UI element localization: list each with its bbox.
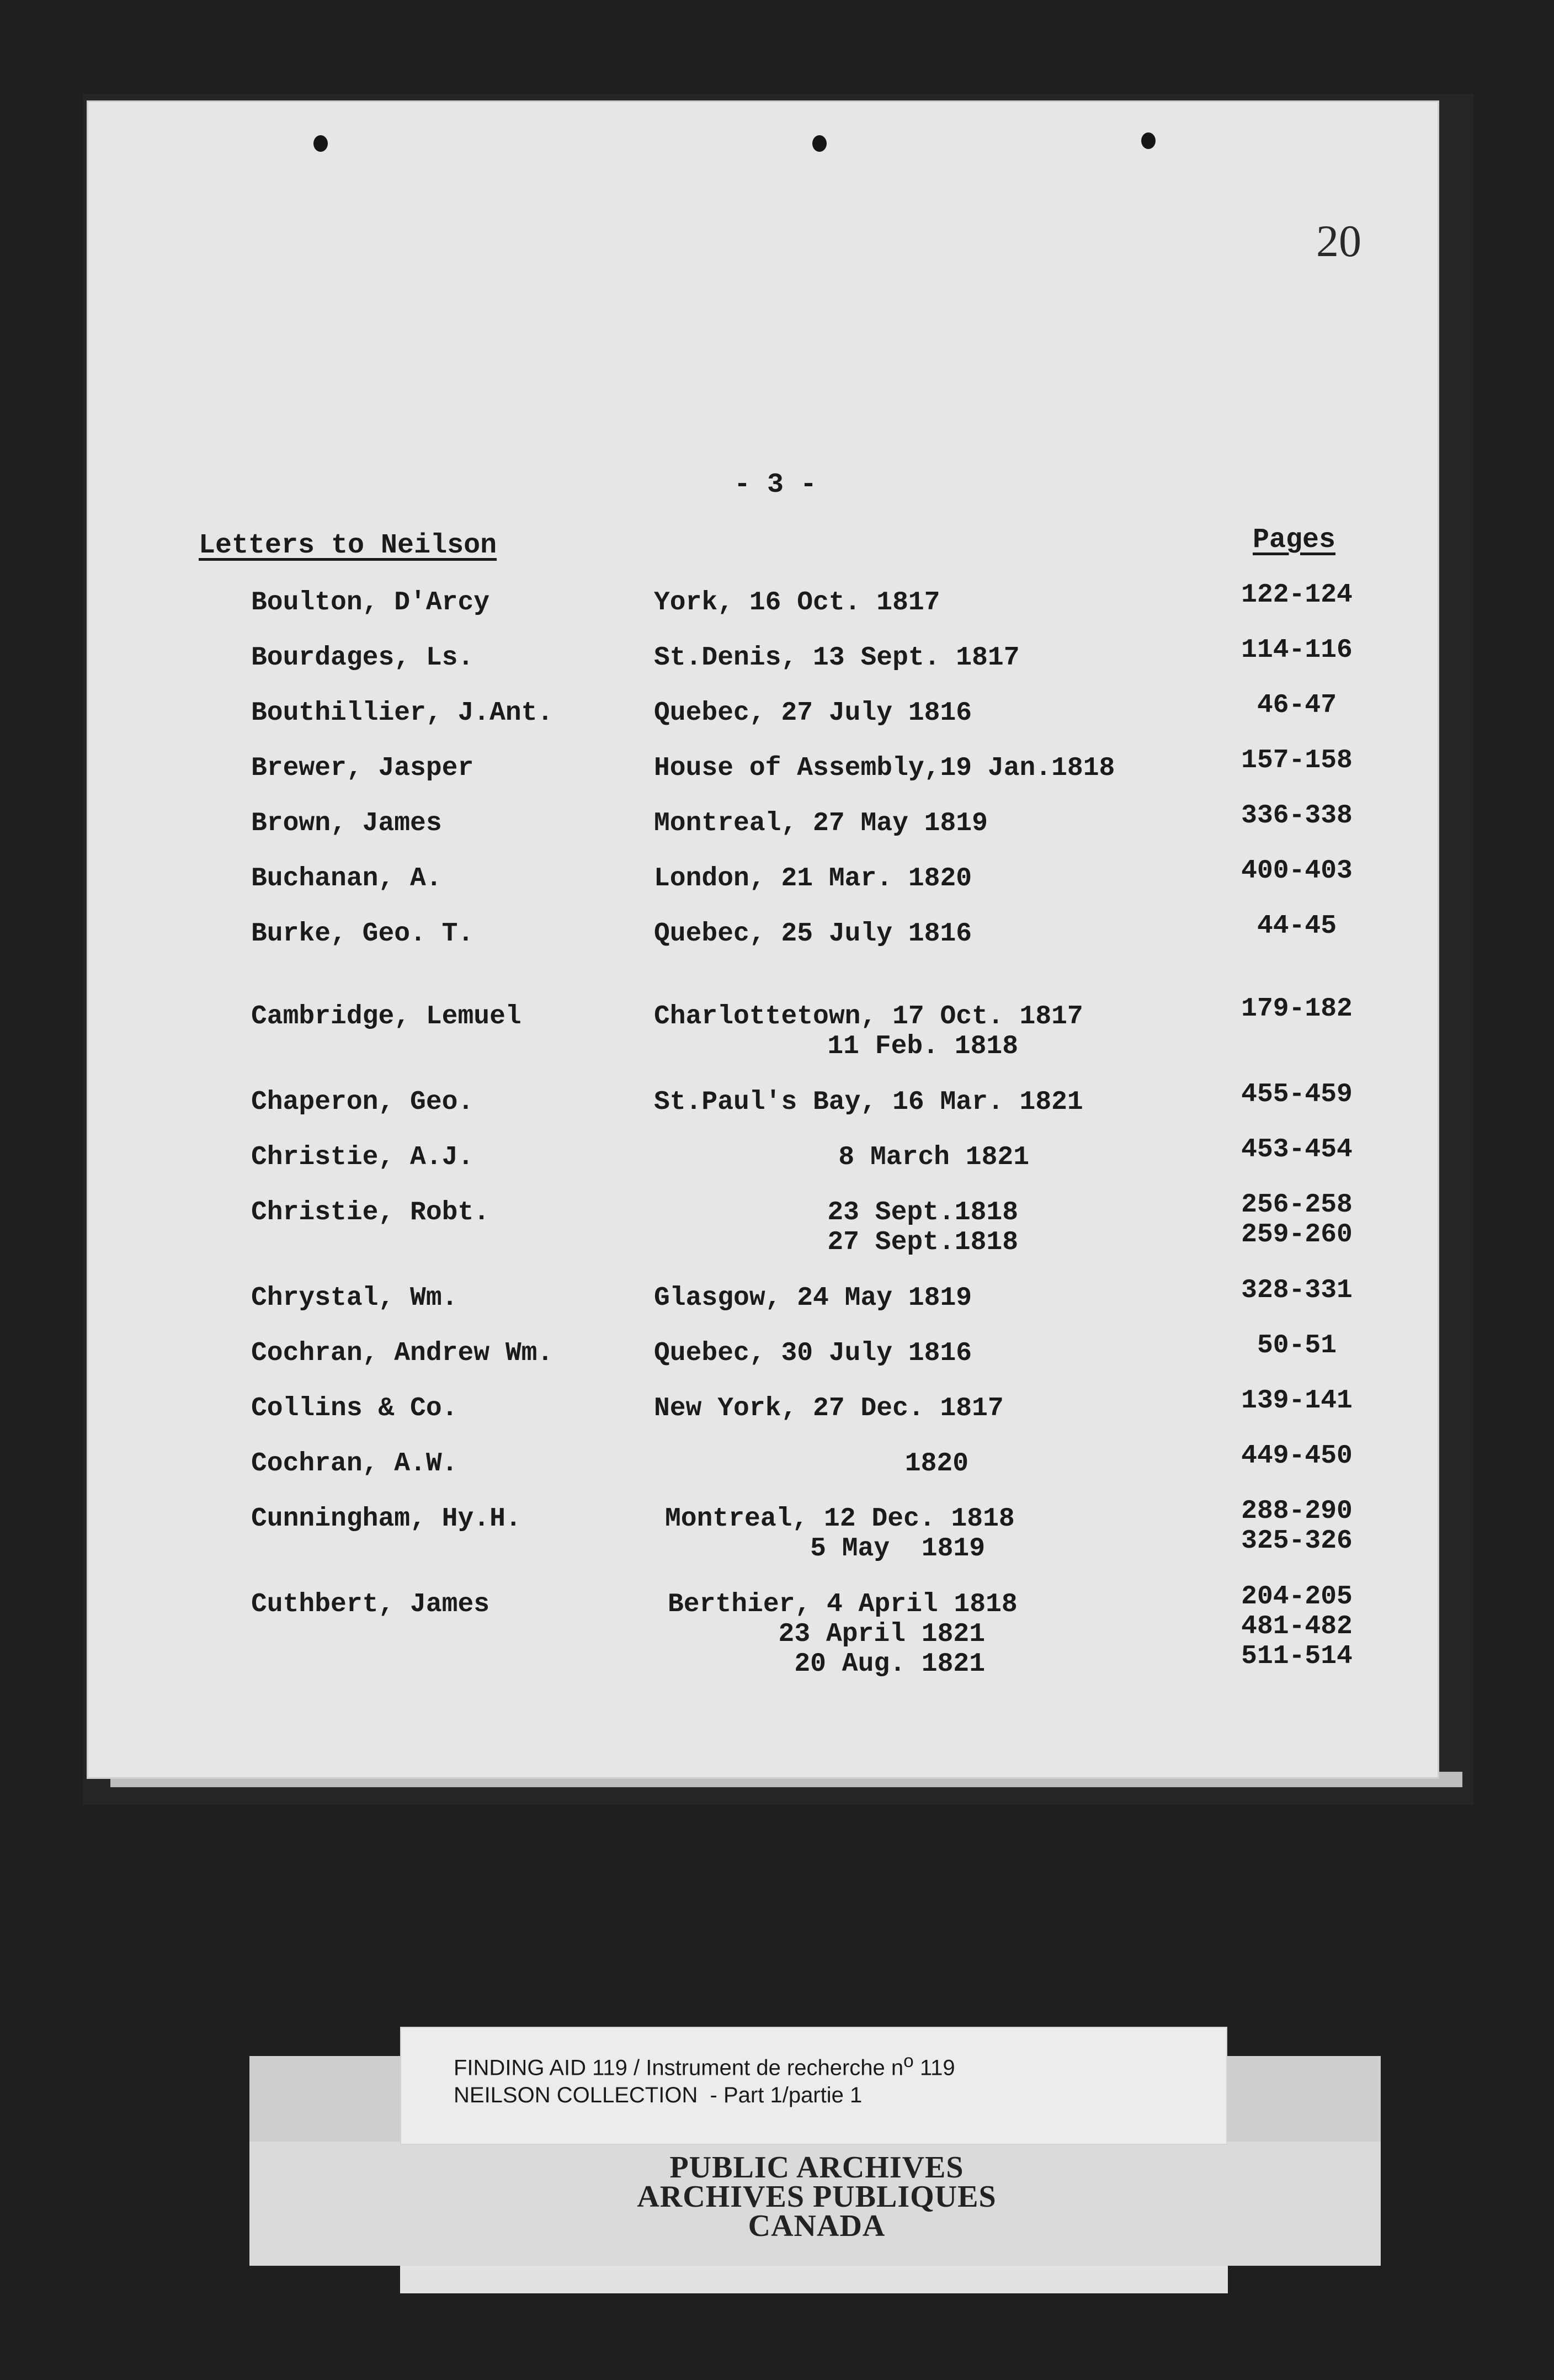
letter-date: Charlottetown, 17 Oct. 1817: [654, 1002, 1083, 1032]
letter-dates: [654, 1338, 1151, 1368]
page-range: [1214, 1080, 1380, 1109]
document-page: [88, 102, 1438, 1777]
page-range: [1214, 1582, 1380, 1671]
letter-date: New York, 27 Dec. 1817: [654, 1394, 1004, 1423]
letter-dates: [654, 1087, 1151, 1117]
stamp-canada: CANADA: [748, 2209, 886, 2243]
letter-date: York, 16 Oct. 1817: [654, 588, 940, 618]
letter-date: 8 March 1821: [838, 1143, 1029, 1172]
finding-aid-line: [454, 2051, 955, 2080]
letter-date: 1820: [904, 1449, 968, 1479]
finding-aid-number: 119: [913, 2055, 955, 2080]
page-range: [1214, 746, 1380, 775]
punch-hole-right: [1141, 132, 1156, 149]
page-range: [1214, 1331, 1380, 1361]
letter-date: Glasgow, 24 May 1819: [654, 1283, 972, 1313]
letter-dates: [654, 588, 1151, 618]
punch-hole-left: [313, 135, 328, 152]
page-range: [1214, 1190, 1380, 1250]
letter-dates: [654, 809, 1151, 838]
page-range: [1214, 1441, 1380, 1471]
page-range-value: 46-47: [1257, 690, 1337, 720]
page-range: [1214, 1386, 1380, 1416]
page-range-value: 481-482: [1241, 1612, 1353, 1641]
letter-date: Quebec, 25 July 1816: [654, 919, 972, 949]
letter-date: 11 Feb. 1818: [827, 1032, 1018, 1061]
letter-dates: [654, 1394, 1151, 1423]
stamp-public-archives: PUBLIC ARCHIVES: [669, 2150, 964, 2185]
page-range-value: 449-450: [1241, 1441, 1353, 1471]
stamp-archives-publiques: ARCHIVES PUBLIQUES: [637, 2180, 997, 2214]
letter-date: 20 Aug. 1821: [794, 1649, 985, 1679]
page-range-value: 204-205: [1241, 1582, 1353, 1612]
page-range: [1214, 1496, 1380, 1556]
page-range-value: 336-338: [1241, 801, 1353, 831]
correspondent-name: Cunningham, Hy.H.: [251, 1504, 521, 1534]
correspondent-name: Christie, A.J.: [251, 1143, 474, 1172]
correspondent-name: Buchanan, A.: [251, 864, 442, 894]
correspondent-name: Cochran, A.W.: [251, 1449, 458, 1479]
letter-dates: [654, 1504, 1151, 1564]
correspondent-name: Chaperon, Geo.: [251, 1087, 474, 1117]
letter-dates: [654, 1143, 1151, 1172]
page-range: [1214, 911, 1380, 941]
correspondent-name: Boulton, D'Arcy: [251, 588, 490, 618]
page-number: 20: [1316, 216, 1361, 266]
letter-dates: [654, 864, 1151, 894]
section-mark: - 3 -: [734, 469, 817, 501]
page-range-value: 256-258: [1241, 1190, 1353, 1220]
letter-date: St.Denis, 13 Sept. 1817: [654, 643, 1020, 673]
page-range: [1214, 1135, 1380, 1165]
correspondent-name: Brewer, Jasper: [251, 753, 474, 783]
letter-date: Quebec, 27 July 1816: [654, 698, 972, 728]
page-range-value: 455-459: [1241, 1080, 1353, 1109]
correspondent-name: Brown, James: [251, 809, 442, 838]
letter-date: Montreal, 27 May 1819: [654, 809, 988, 838]
page-range-value: 328-331: [1241, 1276, 1353, 1305]
letter-date: 5 May 1819: [810, 1534, 985, 1564]
letter-date: St.Paul's Bay, 16 Mar. 1821: [654, 1087, 1083, 1117]
page-range: [1214, 690, 1380, 720]
page-range: [1214, 1276, 1380, 1305]
letter-date: House of Assembly,19 Jan.1818: [654, 753, 1115, 783]
list-heading: Letters to Neilson: [199, 530, 497, 561]
page-range-value: 139-141: [1241, 1386, 1353, 1416]
page-range-value: 114-116: [1241, 635, 1353, 665]
page-range-value: 453-454: [1241, 1135, 1353, 1165]
page-range-value: 259-260: [1241, 1220, 1353, 1250]
letter-date: 27 Sept.1818: [827, 1228, 1018, 1257]
page-range: [1214, 580, 1380, 610]
page-range: [1214, 856, 1380, 886]
correspondent-name: Burke, Geo. T.: [251, 919, 474, 949]
correspondent-name: Bourdages, Ls.: [251, 643, 474, 673]
page-range: [1214, 635, 1380, 665]
letter-date: 23 April 1821: [778, 1619, 985, 1649]
letter-dates: [654, 698, 1151, 728]
pages-column-heading: Pages: [1253, 524, 1336, 556]
letter-date: London, 21 Mar. 1820: [654, 864, 972, 894]
correspondent-name: Cuthbert, James: [251, 1590, 490, 1619]
letter-dates: [654, 919, 1151, 949]
page-range-value: 122-124: [1241, 580, 1353, 610]
letter-dates: [654, 643, 1151, 673]
page-range-value: 511-514: [1241, 1641, 1353, 1671]
page-range-value: 288-290: [1241, 1496, 1353, 1526]
letter-dates: [654, 1283, 1151, 1313]
correspondent-name: Cochran, Andrew Wm.: [251, 1338, 554, 1368]
page-range-value: 179-182: [1241, 994, 1353, 1024]
letter-date: Quebec, 30 July 1816: [654, 1338, 972, 1368]
label-bottom-strip: [400, 2266, 1228, 2293]
correspondent-name: Cambridge, Lemuel: [251, 1002, 521, 1032]
letter-dates: [654, 1449, 1151, 1479]
letter-date: Berthier, 4 April 1818: [668, 1590, 1018, 1619]
letter-dates: [654, 1002, 1151, 1061]
letter-date: Montreal, 12 Dec. 1818: [665, 1504, 1015, 1534]
page-range: [1214, 801, 1380, 831]
correspondent-name: Bouthillier, J.Ant.: [251, 698, 554, 728]
page-range-value: 325-326: [1241, 1526, 1353, 1556]
letter-dates: [654, 1590, 1151, 1679]
page-range-value: 50-51: [1257, 1331, 1337, 1361]
page-range-value: 400-403: [1241, 856, 1353, 886]
page-range-value: 44-45: [1257, 911, 1337, 941]
correspondent-name: Christie, Robt.: [251, 1198, 490, 1228]
correspondent-name: Collins & Co.: [251, 1394, 458, 1423]
letter-dates: [654, 753, 1151, 783]
page-range: [1214, 994, 1380, 1024]
finding-aid-label: [400, 2027, 1227, 2145]
finding-aid-superscript: o: [903, 2051, 914, 2071]
finding-aid-text: FINDING AID 119 / Instrument de recherche n: [454, 2055, 904, 2080]
correspondent-name: Chrystal, Wm.: [251, 1283, 458, 1313]
page-range-value: 157-158: [1241, 746, 1353, 775]
letter-date: 23 Sept.1818: [827, 1198, 1018, 1228]
punch-hole-center: [812, 135, 827, 152]
collection-line: NEILSON COLLECTION - Part 1/partie 1: [454, 2083, 863, 2107]
letter-dates: [654, 1198, 1151, 1257]
